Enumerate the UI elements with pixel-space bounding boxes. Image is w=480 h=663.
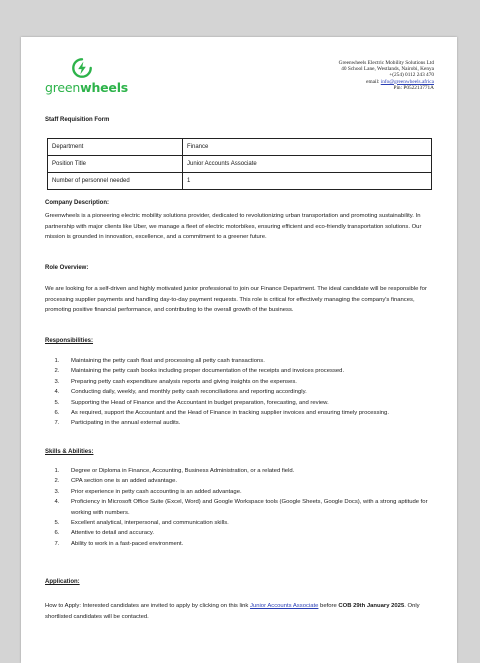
company-phone: +(254) 0112 243 470 (389, 72, 434, 79)
company-name: Greenwheels Electric Mobility Solutions Ltd (338, 60, 434, 66)
role-overview-body: We are looking for a self-driven and highly motivated junior professional to join our Finance Department. The ideal candidate will be responsible for processing supplier payments and handling day-to-day payment requests. This role is critical for effectively managing the company's finances, promoting positive financial performance, and contributing to the overall growth of the business. (45, 286, 427, 313)
list-item: 3. Prior experience in petty cash accounting is an added advantage. (61, 487, 445, 497)
role-overview-heading: Role Overview: (45, 265, 89, 271)
requisition-info-table (47, 138, 432, 190)
table-value-cell: Junior Accounts Associate (183, 156, 432, 173)
list-item: 6. Attentive to detail and accuracy. (61, 528, 445, 538)
company-address: 40 School Lane, Westlands, Nairobi, Kenya (341, 66, 434, 73)
list-item: 1. Degree or Diploma in Finance, Accounting, Business Administration, or a related field. (61, 466, 445, 476)
responsibilities-heading: Responsibilities: (45, 338, 94, 344)
apply-text-before: How to Apply: Interested candidates are invited to apply by clicking on this link (45, 603, 250, 609)
list-item: 2. Maintaining the petty cash books including proper documentation of the receipts and invoices processed. (61, 366, 445, 376)
logo-brand-bold: wheels (80, 80, 129, 95)
logo-brand-light: green (45, 80, 81, 95)
document-page (21, 37, 457, 663)
email-link[interactable]: info@greenwheels.africa (380, 78, 434, 85)
table-value-cell: 1 (183, 173, 432, 190)
company-description-heading: Company Description: (45, 200, 110, 206)
list-item: 4. Proficiency in Microsoft Office Suite (Excel, Word) and Google Workspace tools (Google Sheets, Google Docs), with a strong aptitude for working with numbers. (61, 497, 445, 518)
table-value-cell: Finance (183, 139, 432, 156)
apply-link[interactable]: Junior Accounts Associate (249, 603, 319, 609)
lightning-bolt-icon (71, 57, 93, 79)
logo-wordmark (45, 80, 129, 95)
apply-text-after: . Only shortlisted candidates will be contacted. (45, 603, 420, 620)
apply-text-mid: before (318, 603, 339, 609)
company-contact-block (284, 60, 434, 91)
greenwheels-logo (45, 57, 129, 97)
table-label-cell: Number of personnel needed (48, 173, 183, 190)
list-item: 3. Preparing petty cash expenditure analysis reports and giving insights on the expenses. (61, 377, 445, 387)
responsibilities-list (45, 356, 445, 429)
table-row (48, 156, 432, 173)
application-heading: Application: (45, 579, 80, 585)
list-item: 7. Ability to work in a fast-paced environment. (61, 539, 445, 549)
email-label: email: (366, 78, 380, 85)
list-item: 5. Excellent analytical, interpersonal, and communication skills. (61, 518, 445, 528)
table-row (48, 173, 432, 190)
table-row (48, 139, 432, 156)
apply-deadline: COB 29th January 2025 (338, 603, 405, 609)
list-item: 1. Maintaining the petty cash float and processing all petty cash transactions. (61, 356, 445, 366)
form-title: Staff Requisition Form (45, 117, 110, 123)
skills-list (45, 466, 445, 549)
table-label-cell: Department (48, 139, 183, 156)
list-item: 4. Conducting daily, weekly, and monthly petty cash reconciliations and reporting accordingly. (61, 387, 445, 397)
list-item: 5. Supporting the Head of Finance and the Accountant in budget preparation, forecasting, and review. (61, 398, 445, 408)
list-item: 7. Participating in the annual external audits. (61, 418, 445, 428)
company-pin: Pin: P052213771A (393, 84, 434, 91)
company-description-body: Greenwheels is a pioneering electric mobility solutions provider, dedicated to revolutionizing urban transportation and promoting sustainability. In partnership with major clients like Uber, we manage a fleet of electric motorbikes, ensuring efficient and eco-friendly transportation solutions. Our mission is grounded in innovation, excellence, and a commitment to a greener future. (45, 213, 422, 240)
application-text (45, 601, 441, 622)
table-label-cell: Position Title (48, 156, 183, 173)
skills-heading: Skills & Abilities: (45, 449, 94, 455)
list-item: 6. As required, support the Accountant and the Head of Finance in tracking supplier invoices and ensuring timely processing. (61, 408, 445, 418)
list-item: 2. CPA section one is an added advantage. (61, 476, 445, 486)
